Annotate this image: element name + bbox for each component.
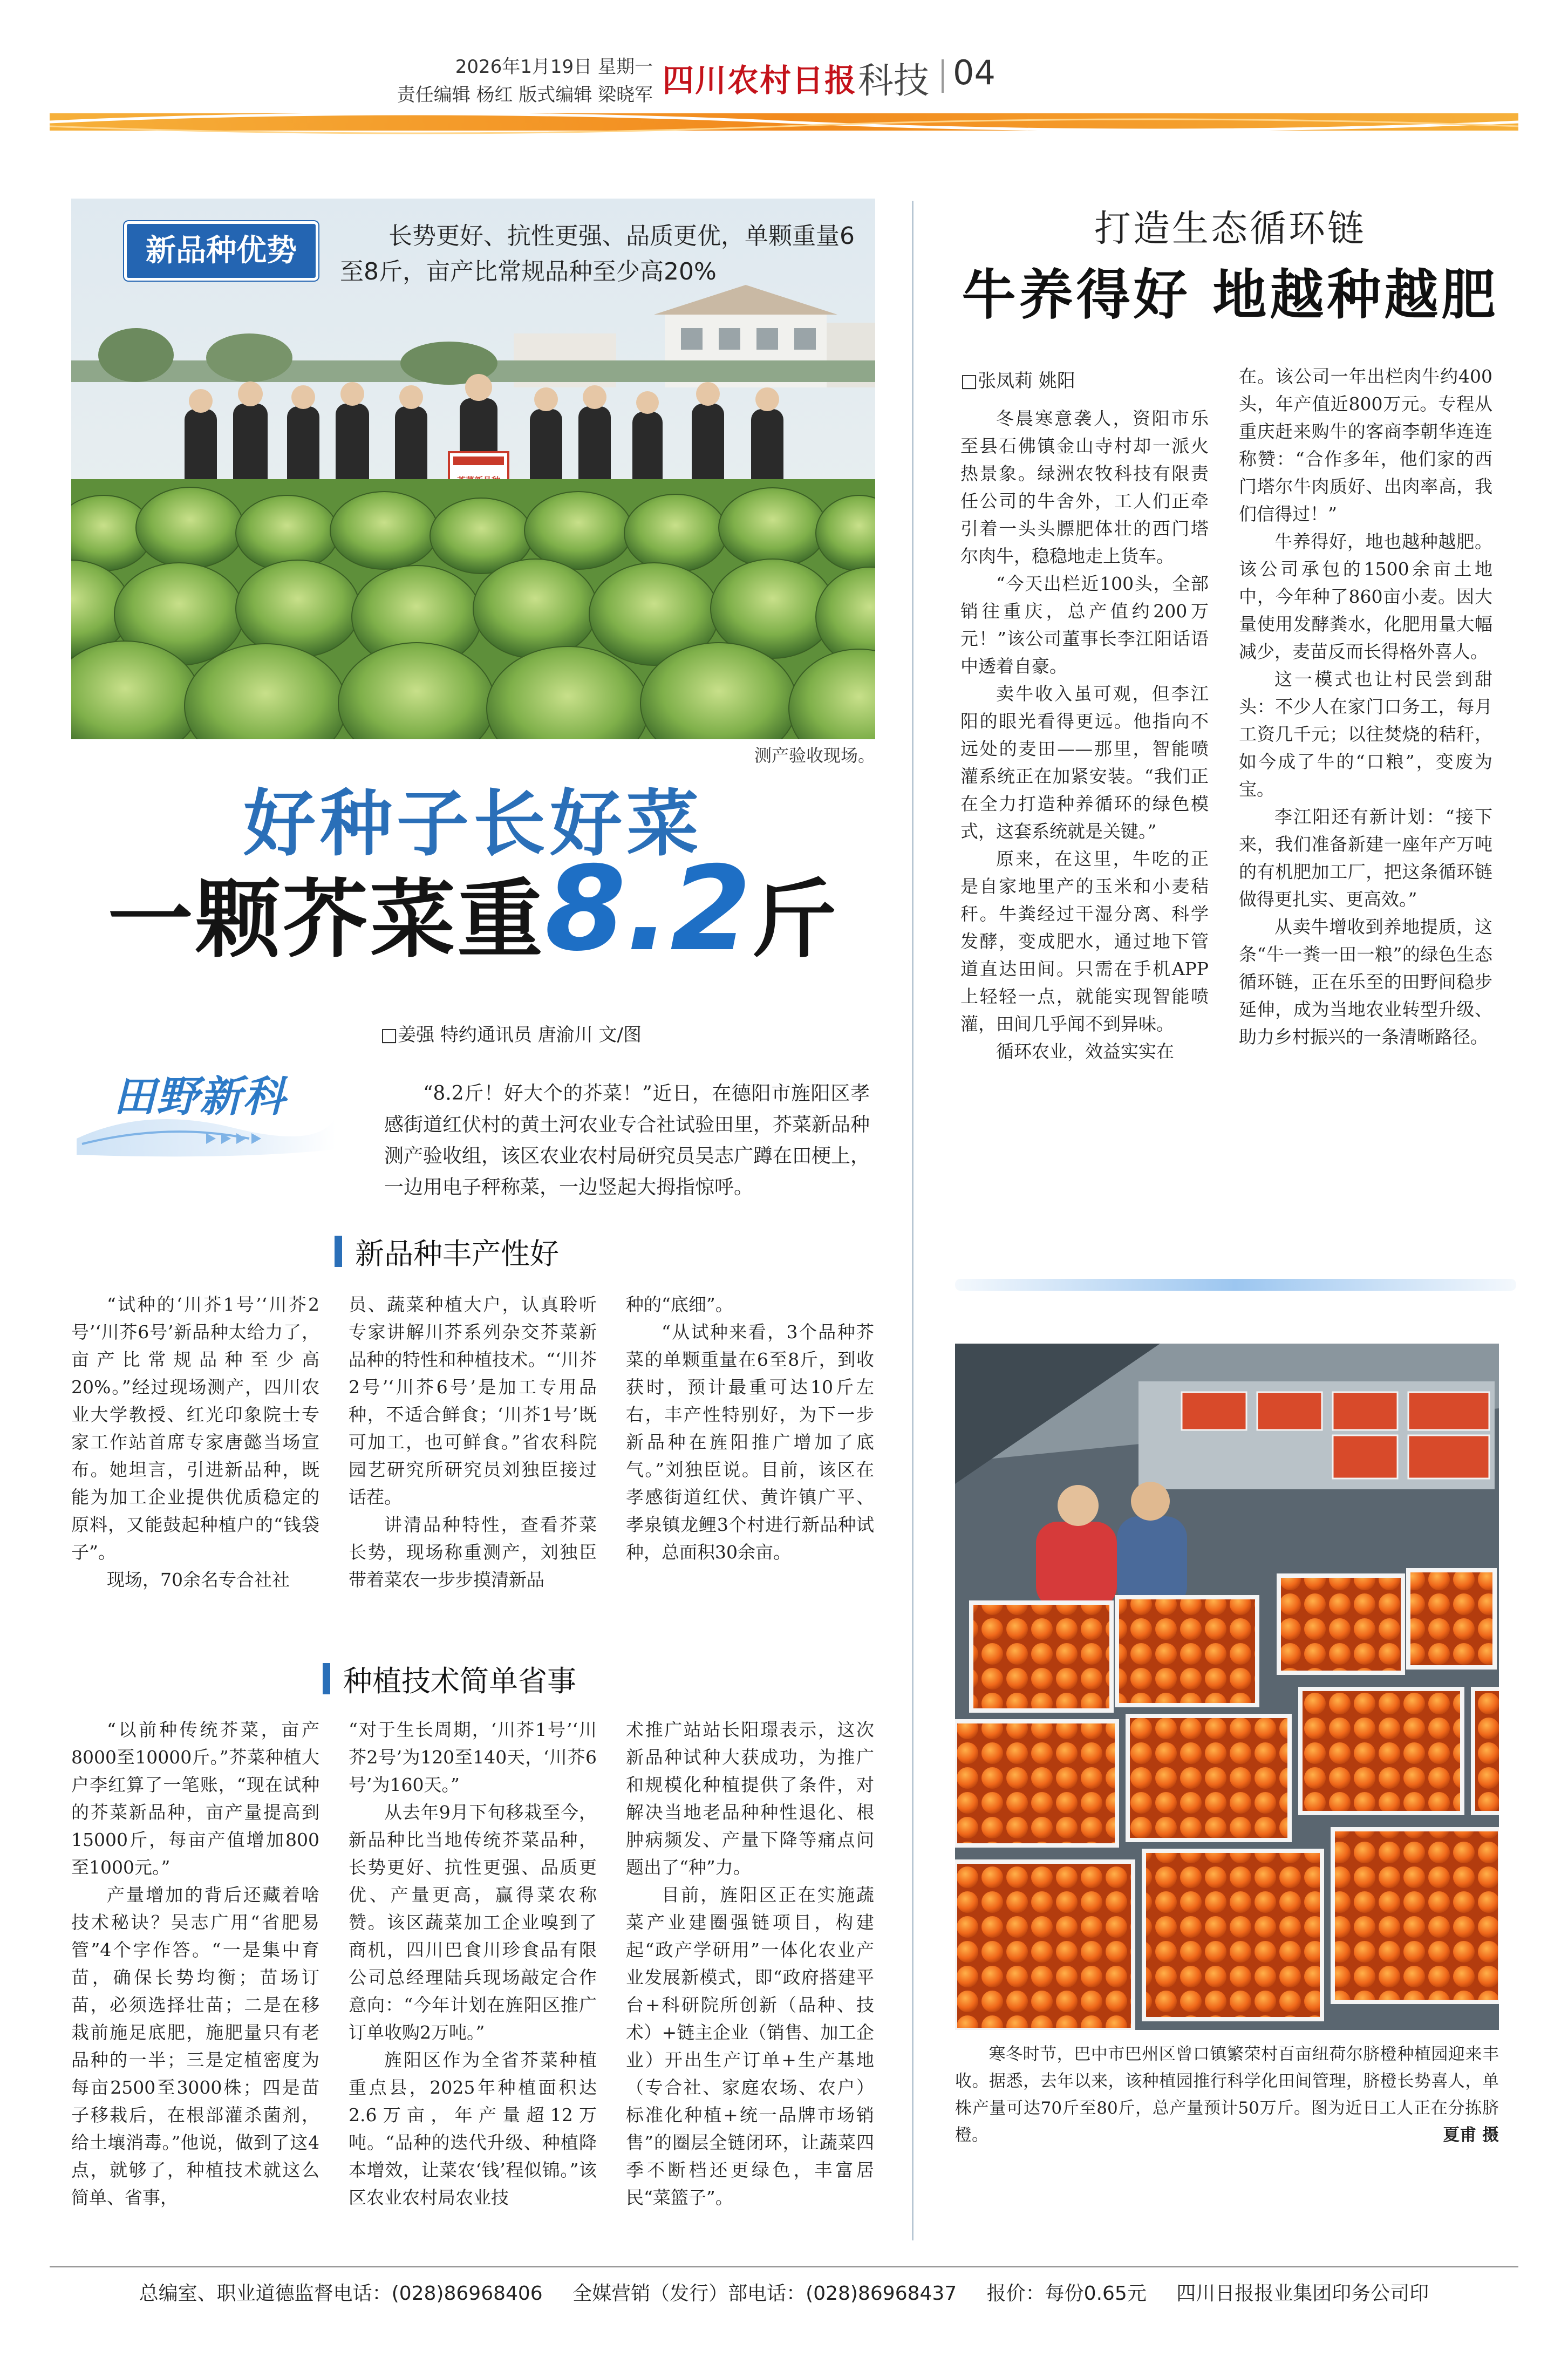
lead-paragraph: “8.2斤！好大个的芥菜！”近日，在德阳市旌阳区孝感街道红伏村的黄土河农业专合社试验田里，芥菜新品种测产验收组，该区农业农村局研究员吴志广蹲在田梗上，一边用电子秤称菜，一边竖起大拇指惊呼。 [384,1082,870,1198]
photo-credit: 夏甫 摄 [1443,2125,1499,2145]
footer-printer: 四川日报报业集团印务公司印 [1176,2283,1429,2305]
footer-editorial-phone: 总编室、职业道德监督电话：(028)86968406 [139,2283,543,2305]
section-separator [942,59,944,93]
headline-primary: 好种子长好菜 [243,782,703,866]
decorative-header-band [50,108,1518,136]
byline: □姜强 特约通讯员 唐渝川 文/图 [380,1024,642,1046]
page-number: 04 [953,53,996,92]
footer [50,2278,1518,2306]
editor-credits: 责任编辑 杨红 版式编辑 梁晓军 [397,84,653,106]
subhead-technique: 种植技术简单省事 [323,1658,625,1700]
column-logo-text: 田野新科 [113,1073,287,1121]
photo-caption: 寒冬时节，巴中市巴州区曾口镇繁荣村百亩纽荷尔脐橙种植园迎来丰收。据悉，去年以来，该种植园推行科学化田间管理，脐橙长势喜人，单株产量可达70斤至80斤，总产量预计50万斤。图为近日工人正在分拣脐橙。 夏甫 摄 [955,2041,1499,2149]
section-name: 科技 [858,60,929,101]
orange-harvest-photo [955,1344,1499,2030]
kicker-tag: 新品种优势 [124,221,318,281]
masthead: 四川农村日报 [663,62,857,99]
column-divider [912,201,913,2240]
kicker-summary: 长势更好、抗性更强、品质更优，单颗重量6至8斤，亩产比常规品种至少高20% [340,222,855,285]
body-column: “以前种传统芥菜，亩产8000至10000斤。”芥菜种植大户李红算了一笔账，“现在试种的芥菜新品种，亩产量提高到15000斤，每亩产值增加800至1000元。” 产量增加的背后还藏着啥技术秘诀？吴志广用“省肥易管”4个字作答。“一是集中育苗，确保长势均衡；苗场订苗，必须选择壮苗；二是在移栽前施足底肥，施肥量只有老品种的一半；三是定植密度为每亩2500至3000株；四是苗子移栽后，在根部灌杀菌剂，给土壤消毒。”他说，做到了这4点，就够了，种植技术就这么简单、省事， [71,1719,319,2208]
right-kicker: 打造生态循环链 [1094,208,1366,250]
footer-marketing-phone: 全媒营销（发行）部电话：(028)86968437 [572,2283,957,2305]
body-column: 种的“底细”。 “从试种来看，3个品种芥菜的单颗重量在6至8斤，到收获时，预计最重可达10斤左右，丰产性特别好，为下一步新品种在旌阳推广增加了底气。”刘独臣说。目前，该区在孝感街道红伏、黄许镇广平、孝泉镇龙鲤3个村进行新品种试种，总面积30余亩。 [626,1294,874,1563]
photo-caption: 测产验收现场。 [754,745,875,766]
body-column: “试种的‘川芥1号’‘川芥2号’‘川芥6号’新品种太给力了，亩产比常规品种至少高20%。”经过现场测产，四川农业大学教授、红光印象院士专家工作站首席专家唐懿当场宣布。她坦言，引进新品种，既能为加工企业提供优质稳定的原料，又能鼓起种植户的“钱袋子”。 现场，70余名专合社社 [71,1294,319,1590]
footer-rule [50,2266,1518,2267]
issue-info [372,53,653,109]
subhead-yield: 新品种丰产性好 [335,1230,604,1272]
body-column: “对于生长周期，‘川芥1号’‘川芥2号’为120至140天，‘川芥6号’为160天。” 从去年9月下旬移栽至今，新品种比当地传统芥菜品种，长势更好、抗性更强、品质更优、产量更高，赢得菜农称赞。该区蔬菜加工企业嗅到了商机，四川巴食川珍食品有限公司总经理陆兵现场敲定合作意向：“今年计划在旌阳区推广订单收购2万吨。” 旌阳区作为全省芥菜种植重点县，2025年种植面积达2.6万亩，年产量超12万吨。“品种的迭代升级、种植降本增效，让菜农‘钱’程似锦。”该区农业农村局农业技 [349,1719,597,2208]
issue-date: 2026年1月19日 星期一 [455,56,653,78]
footer-price: 报价：每份0.65元 [986,2283,1147,2305]
right-byline: □张凤莉 姚阳 [960,370,1075,392]
body-column: 员、蔬菜种植大户，认真聆听专家讲解川芥系列杂交芥菜新品种的特性和种植技术。“‘川芥2号’‘川芥6号’是加工专用品种，不适合鲜食；‘川芥1号’既可加工，也可鲜食。”省农科院园艺研究所研究员刘独臣接过话茬。 讲清品种特性，查看芥菜长势，现场称重测产，刘独臣带着菜农一步步摸清新品 [349,1294,597,1590]
body-column: 在。该公司一年出栏肉牛约400头，年产值近800万元。专程从重庆赶来购牛的客商李朝华连连称赞：“合作多年，他们家的西门塔尔牛肉质好、出肉率高，我们信得过！” 牛养得好，地也越种越肥。该公司承包的1500余亩土地中，今年种了860亩小麦。因大量使用发酵粪水，化肥用量大幅减少，麦苗反而长得格外喜人。 这一模式也让村民尝到甜头：不少人在家门口务工，每月工资几千元；以往焚烧的秸秆，如今成了牛的“口粮”，变废为宝。 李江阳还有新计划：“接下来，我们准备新建一座年产万吨的有机肥加工厂，把这条循环链做得更扎实、更高效。” 从卖牛增收到养地提质，这条“牛一粪一田一粮”的绿色生态循环链，正在乐至的田野间稳步延伸，成为当地农业转型升级、助力乡村振兴的一条清晰路径。 [1239,366,1492,1047]
headline-number: 8.2 [544,841,752,977]
right-headline: 牛养得好 地越种越肥 [962,263,1499,326]
section-divider [955,1279,1516,1291]
body-column: 术推广站站长阳璟表示，这次新品种试种大获成功，为推广和规模化种植提供了条件，对解决当地老品种种性退化、根肿病频发、产量下降等痛点问题出了“种”力。 目前，旌阳区正在实施蔬菜产业建圈强链项目，构建起“政产学研用”一体化农业产业发展新模式，即“政府搭建平台+科研院所创新（品种、技术）+链主企业（销售、加工企业）开出生产订单+生产基地（专合社、家庭农场、农户）标准化种植+统一品牌市场销售”的圈层全链闭环，让蔬菜四季不断档还更绿色，丰富居民“菜篮子”。 [626,1719,874,2208]
headline-secondary: 一颗芥菜重8.2斤 [107,841,839,977]
body-column: 冬晨寒意袭人，资阳市乐至县石佛镇金山寺村却一派火热景象。绿洲农牧科技有限责任公司的牛舍外，工人们正牵引着一头头膘肥体壮的西门塔尔肉牛，稳稳地走上货车。 “今天出栏近100头，全部销往重庆，总产值约200万元！”该公司董事长李江阳话语中透着自豪。 卖牛收入虽可观，但李江阳的眼光看得更远。他指向不远处的麦田——那里，智能喷灌系统正在加紧安装。“我们正在全力打造种养循环的绿色模式，这套系统就是关键。” 原来，在这里，牛吃的正是自家地里产的玉米和小麦秸秆。牛粪经过干湿分离、科学发酵，变成肥水，通过地下管道直达田间。只需在手机APP上轻轻一点，就能实现智能喷灌，田间几乎闻不到异味。 循环农业，效益实实在 [960,408,1209,1062]
